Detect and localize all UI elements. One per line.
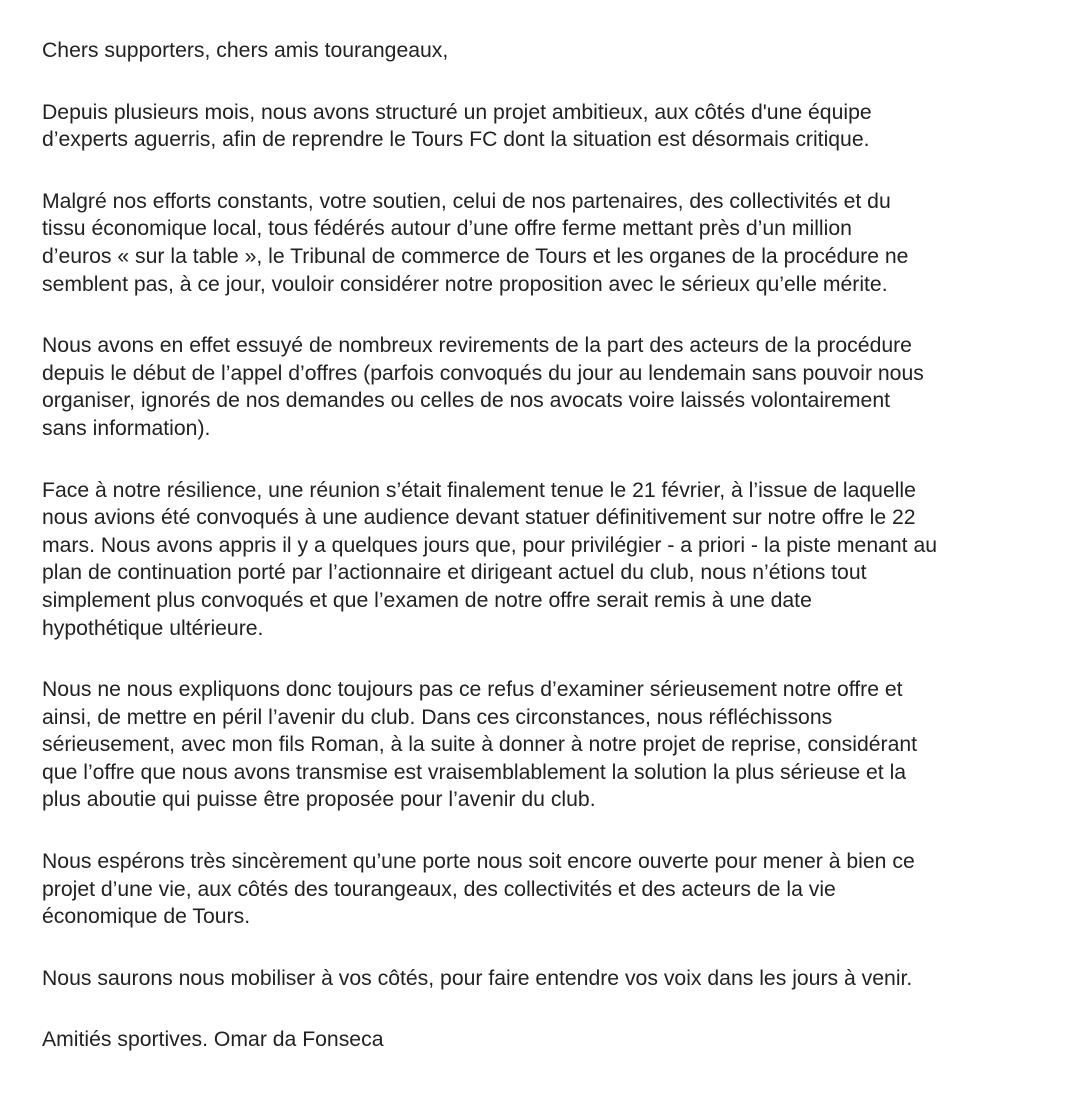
paragraph-line: semblent pas, à ce jour, vouloir considérer notre proposition avec le sérieux qu’elle mérite.	[42, 272, 888, 296]
paragraph-2	[42, 188, 1042, 298]
paragraph-line: tissu économique local, tous fédérés autour d’une offre ferme mettant près d’un million	[42, 217, 852, 241]
letter-body	[42, 37, 1042, 1054]
paragraph-gap	[42, 642, 1042, 676]
paragraph-line: d’euros « sur la table », le Tribunal de commerce de Tours et les organes de la procédure ne	[42, 244, 909, 268]
paragraph-gap	[42, 298, 1042, 332]
paragraph-gap	[42, 443, 1042, 477]
paragraph-line: ainsi, de mettre en péril l’avenir du club. Dans ces circonstances, nous réfléchissons	[42, 705, 833, 729]
paragraph-gap	[42, 931, 1042, 965]
paragraph-line: depuis le début de l’appel d’offres (parfois convoqués du jour au lendemain sans pouvoir nous	[42, 361, 924, 385]
paragraph-line: Face à notre résilience, une réunion s’était finalement tenue le 21 février, à l’issue de laquelle	[42, 478, 916, 502]
paragraph-gap	[42, 65, 1042, 99]
paragraph-line: projet d’une vie, aux côtés des tourangeaux, des collectivités et des acteurs de la vie	[42, 877, 836, 901]
paragraph-1	[42, 99, 1042, 154]
paragraph-gap	[42, 154, 1042, 188]
paragraph-line: sérieusement, avec mon fils Roman, à la suite à donner à notre projet de reprise, considérant	[42, 733, 918, 757]
paragraph-4	[42, 477, 1042, 643]
paragraph-line: d’experts aguerris, afin de reprendre le Tours FC dont la situation est désormais critique.	[42, 128, 870, 152]
paragraph-line: plan de continuation porté par l’actionnaire et dirigeant actuel du club, nous n’étions tout	[42, 561, 867, 585]
closing-signature: Amitiés sportives. Omar da Fonseca	[42, 1028, 384, 1052]
paragraph-6	[42, 848, 1042, 931]
paragraph-gap	[42, 992, 1042, 1026]
paragraph-gap	[42, 814, 1042, 848]
paragraph-3	[42, 332, 1042, 442]
paragraph-line: que l’offre que nous avons transmise est vraisemblablement la solution la plus sérieuse et la	[42, 760, 907, 784]
paragraph-line: sans information).	[42, 416, 211, 440]
paragraph-line: Malgré nos efforts constants, votre soutien, celui de nos partenaires, des collectivités et du	[42, 189, 891, 213]
closing	[42, 1026, 1042, 1054]
paragraph-line: Depuis plusieurs mois, nous avons structuré un projet ambitieux, aux côtés d'une équipe	[42, 100, 872, 124]
salutation-line: Chers supporters, chers amis tourangeaux,	[42, 39, 449, 62]
paragraph-line: Nous espérons très sincèrement qu’une porte nous soit encore ouverte pour mener à bien ce	[42, 850, 915, 874]
paragraph-line: hypothétique ultérieure.	[42, 616, 264, 640]
paragraph-line: nous avions été convoqués à une audience devant statuer définitivement sur notre offre le 22	[42, 506, 916, 530]
paragraph-line: Nous avons en effet essuyé de nombreux revirements de la part des acteurs de la procédure	[42, 334, 912, 358]
paragraph-line: Nous saurons nous mobiliser à vos côtés, pour faire entendre vos voix dans les jours à venir.	[42, 966, 913, 990]
paragraph-line: simplement plus convoqués et que l’examen de notre offre serait remis à une date	[42, 588, 812, 612]
paragraph-line: Nous ne nous expliquons donc toujours pas ce refus d’examiner sérieusement notre offre et	[42, 678, 903, 702]
paragraph-5	[42, 676, 1042, 814]
paragraph-7	[42, 965, 1042, 993]
paragraph-line: plus aboutie qui puisse être proposée pour l’avenir du club.	[42, 788, 596, 812]
paragraph-line: économique de Tours.	[42, 905, 251, 929]
paragraph-line: mars. Nous avons appris il y a quelques jours que, pour privilégier - a priori - la piste menant au	[42, 533, 938, 557]
paragraph-line: organiser, ignorés de nos demandes ou celles de nos avocats voire laissés volontairement	[42, 389, 890, 413]
salutation	[42, 37, 1042, 65]
